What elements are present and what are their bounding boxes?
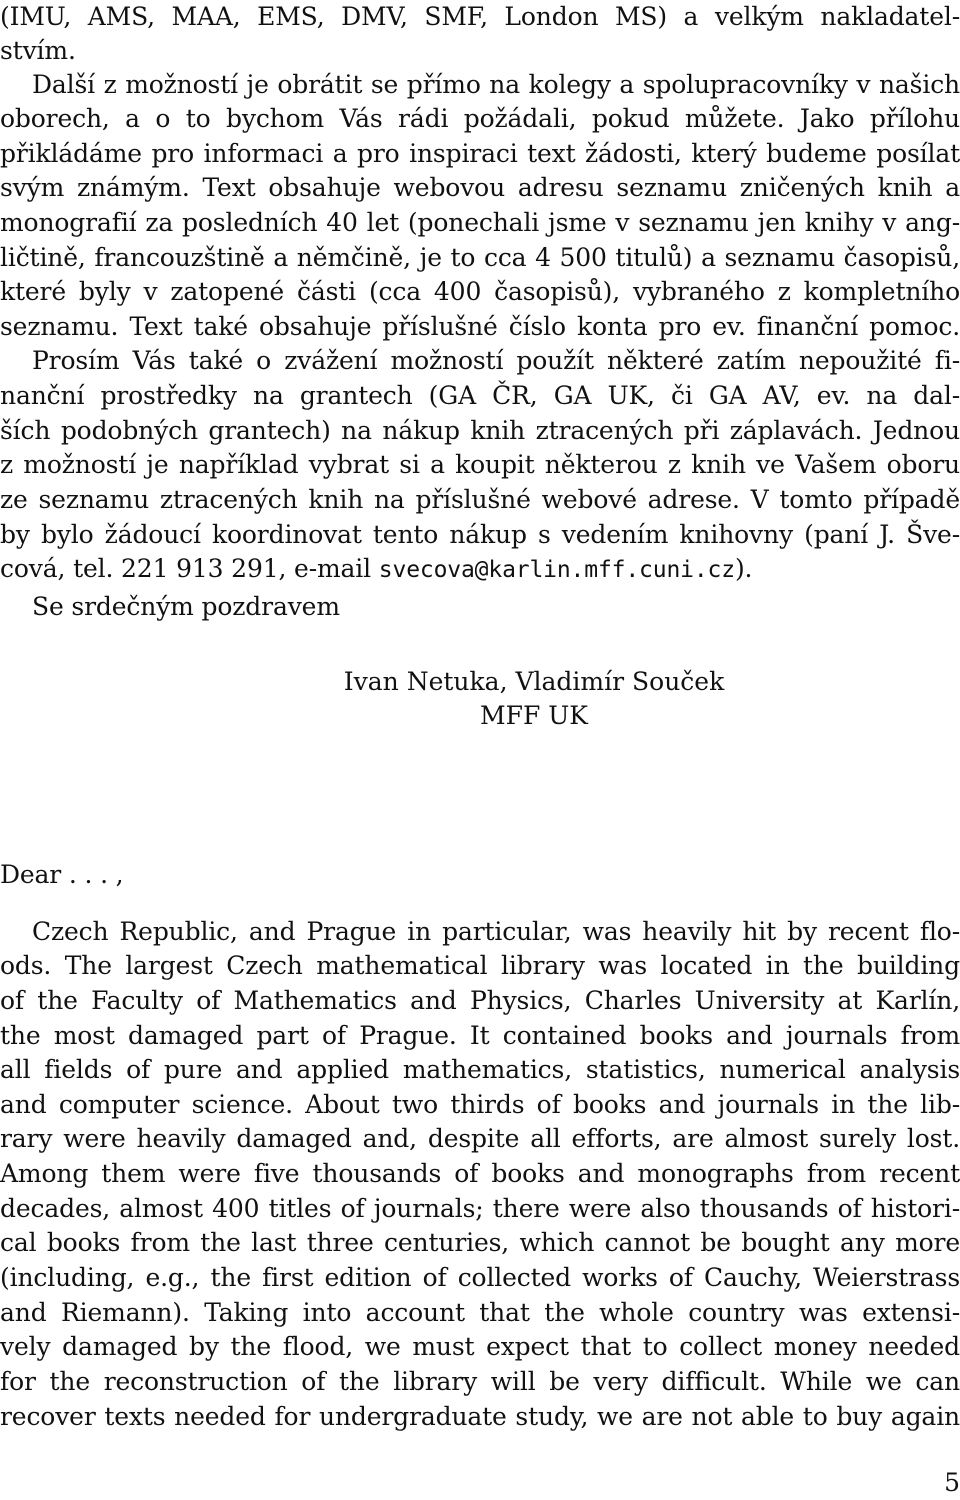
czech-line-9: které byly v zatopené části (cca 400 časopisů), vybraného z kompletního <box>0 277 960 306</box>
czech-line-1: (IMU, AMS, MAA, EMS, DMV, SMF, London MS) a velkým nakladatel- <box>0 2 960 31</box>
page-number: 5 <box>944 1468 960 1497</box>
contact-prefix: cová, tel. 221 913 291, e-mail <box>0 554 379 583</box>
english-line-10: cal books from the last three centuries, which cannot be bought any more <box>0 1228 960 1257</box>
signature-names: Ivan Netuka, Vladimír Souček <box>343 667 725 696</box>
czech-contact-line <box>0 552 960 587</box>
english-line-7: rary were heavily damaged and, despite all efforts, are almost surely lost. <box>0 1124 960 1153</box>
english-line-12: and Riemann). Taking into account that the whole country was extensi- <box>0 1298 960 1327</box>
czech-line-4: oborech, a o to bychom Vás rádi požádali, pokud můžete. Jako přílohu <box>0 104 960 133</box>
czech-line-16: by bylo žádoucí koordinovat tento nákup s vedením knihovny (paní J. Šve- <box>0 520 960 549</box>
english-salutation: Dear . . . , <box>0 860 124 889</box>
closing-greeting: Se srdečným pozdravem <box>32 592 340 621</box>
czech-line-5: přikládáme pro informaci a pro inspiraci text žádosti, který budeme posílat <box>0 139 960 168</box>
english-line-2: ods. The largest Czech mathematical library was located in the building <box>0 951 960 980</box>
czech-line-6: svým známým. Text obsahuje webovou adresu seznamu zničených knih a <box>0 173 960 202</box>
english-line-1: Czech Republic, and Prague in particular, was heavily hit by recent flo- <box>32 917 960 946</box>
czech-line-7: monografií za posledních 40 let (ponechali jsme v seznamu jen knihy v ang- <box>0 208 960 237</box>
czech-line-8: ličtině, francouzštině a němčině, je to cca 4 500 titulů) a seznamu časopisů, <box>0 243 960 272</box>
email-text: svecova@karlin.mff.cuni.cz <box>378 557 735 583</box>
czech-line-14: z možností je například vybrat si a koupit některou z knih ve Vašem oboru <box>0 450 960 479</box>
english-line-14: for the reconstruction of the library will be very difficult. While we can <box>0 1367 960 1396</box>
czech-line-11: Prosím Vás také o zvážení možností použít některé zatím nepoužité fi- <box>32 346 960 375</box>
czech-line-10: seznamu. Text také obsahuje příslušné číslo konta pro ev. finanční pomoc. <box>0 312 960 341</box>
czech-line-3: Další z možností je obrátit se přímo na kolegy a spolupracovníky v našich <box>32 70 960 99</box>
contact-suffix: ). <box>734 554 753 583</box>
english-line-4: the most damaged part of Prague. It contained books and journals from <box>0 1021 960 1050</box>
english-line-5: all fields of pure and applied mathematics, statistics, numerical analysis <box>0 1055 960 1084</box>
english-line-6: and computer science. About two thirds of books and journals in the lib- <box>0 1090 960 1119</box>
english-line-11: (including, e.g., the first edition of collected works of Cauchy, Weierstrass <box>0 1263 960 1292</box>
czech-line-2: stvím. <box>0 36 76 65</box>
czech-line-13: ších podobných grantech) na nákup knih ztracených při záplavách. Jednou <box>0 416 960 445</box>
english-line-13: vely damaged by the flood, we must expect that to collect money needed <box>0 1332 960 1361</box>
english-line-15: recover texts needed for undergraduate study, we are not able to buy again <box>0 1402 960 1431</box>
czech-line-15: ze seznamu ztracených knih na příslušné webové adrese. V tomto případě <box>0 485 960 514</box>
english-line-3: of the Faculty of Mathematics and Physics, Charles University at Karlín, <box>0 986 960 1015</box>
english-line-9: decades, almost 400 titles of journals; there were also thousands of histori- <box>0 1194 960 1223</box>
czech-line-12: nanční prostředky na grantech (GA ČR, GA UK, či GA AV, ev. na dal- <box>0 381 960 410</box>
signature-institution: MFF UK <box>480 701 588 730</box>
english-line-8: Among them were five thousands of books and monographs from recent <box>0 1159 960 1188</box>
